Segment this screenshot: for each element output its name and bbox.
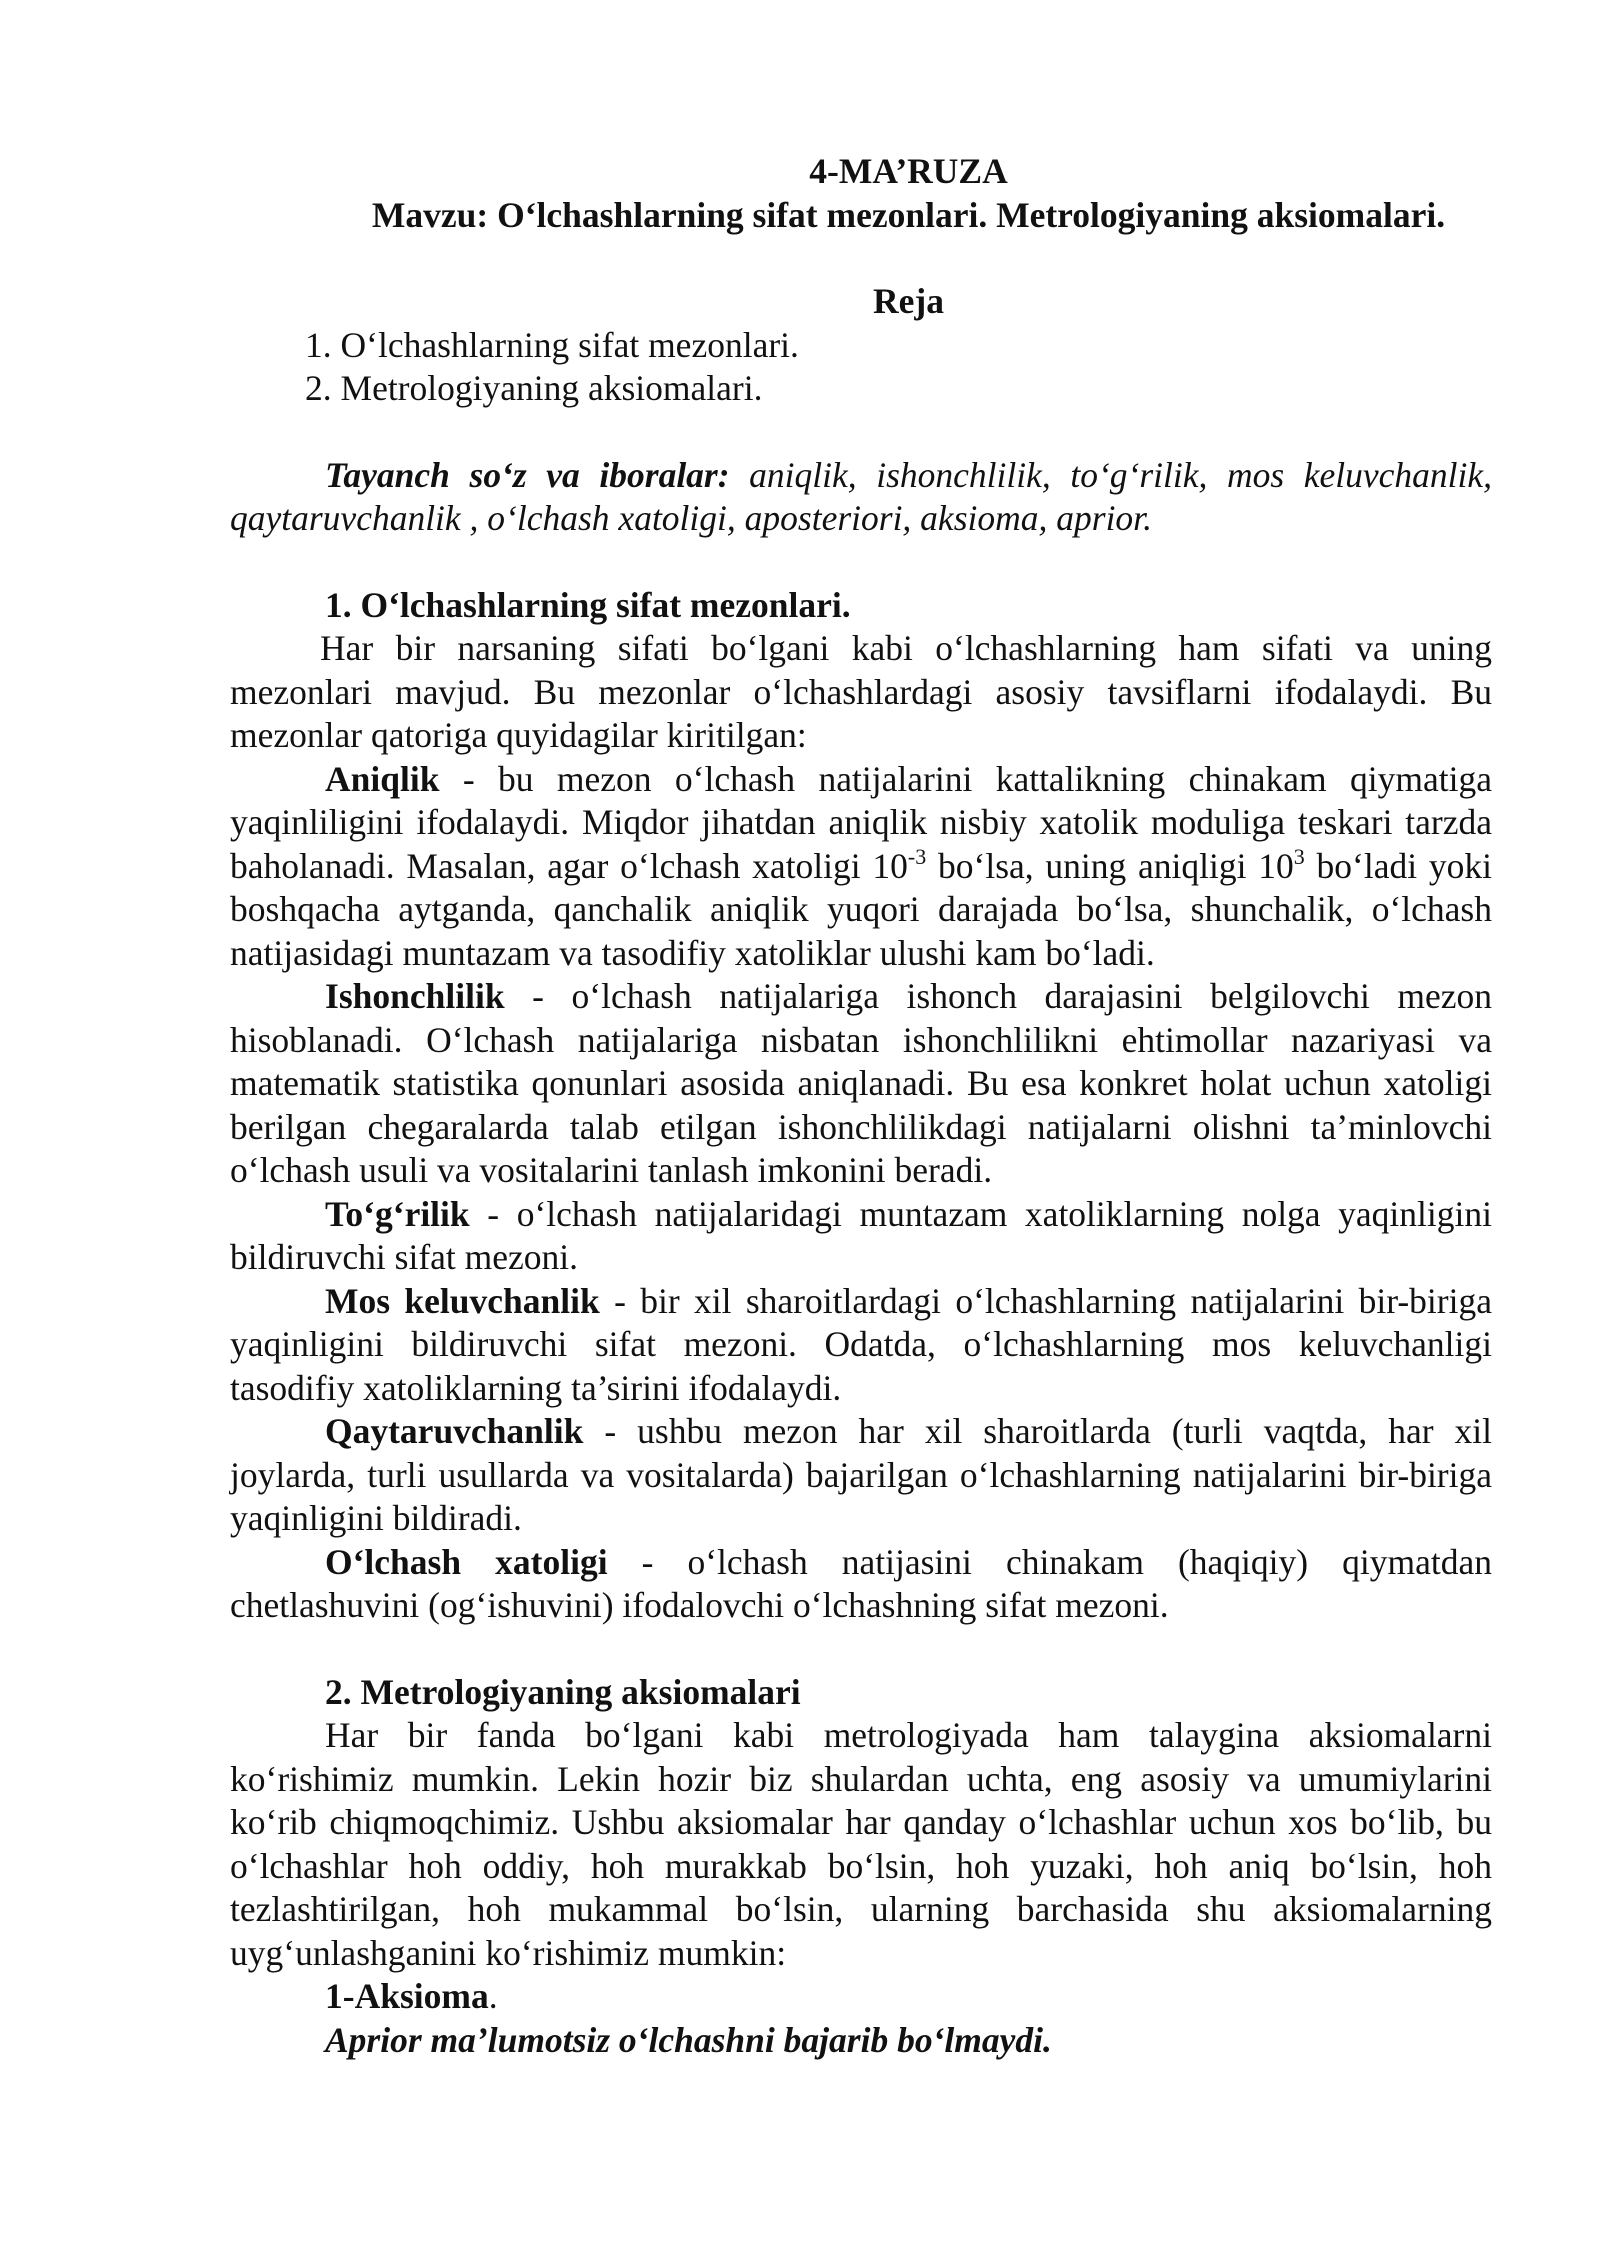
keywords-paragraph [230, 454, 1492, 541]
plan-heading: Reja [873, 281, 944, 321]
reliability-term: Ishonchlilik [325, 976, 505, 1016]
convergence-term: Mos keluvchanlik [325, 1280, 600, 1321]
reliability-text: - o‘lchash natijalariga ishonch darajasini belgilovchi mezon hisoblanadi. O‘lchash natijalariga nisbatan ishonchlilikni ehtimollar nazariyasi va matematik statistika qonunlari asosida aniqlanadi. Bu esa konkret holat uchun xatoligi berilgan chegaralarda talab etilgan ishonchlilikdagi natijalarni olishni ta’minlovchi o‘lchash usuli va vositalarini tanlash imkonini beradi. [230, 976, 1492, 1190]
accuracy-term: Aniqlik [325, 758, 440, 799]
section-1-heading: 1. O‘lchashlarning sifat mezonlari. [325, 584, 851, 625]
lecture-title: 4-MA’RUZA [809, 151, 1008, 191]
section-1-intro: Har bir narsaning sifati bo‘lgani kabi o‘lchashlarning ham sifati va uning mezonlari mavjud. Bu mezonlar o‘lchashlardagi asosiy tavsiflarni ifodalaydi. Bu mezonlar qatoriga quyidagilar kiritilgan: [230, 628, 1492, 755]
accuracy-exponent-a: -3 [907, 843, 927, 869]
document-body [230, 150, 1492, 2062]
axiom-1-period: . [488, 1976, 498, 2016]
correctness-paragraph [230, 1193, 1492, 1280]
plan-list [230, 324, 1492, 411]
plan-item-1: 1. O‘lchashlarning sifat mezonlari. [305, 324, 799, 365]
measurement-error-term: O‘lchash xatoligi [325, 1541, 608, 1582]
keywords-text: aniqlik, ishonchlilik, to‘g‘rilik, mos keluvchanlik, qaytaruvchanlik , o‘lchash xatoligi, aposteriori, aksioma, aprior. [230, 454, 1492, 538]
section-2-intro: Har bir fanda bo‘lgani kabi metrologiyada ham talaygina aksiomalarni ko‘rishimiz mumkin. Lekin hozir biz shulardan uchta, eng asosiy va umumiylarini ko‘rib chiqmoqchimiz. Ushbu aksiomalar har qanday o‘lchashlar uchun xos bo‘lib, bu o‘lchashlar hoh oddiy, hoh murakkab bo‘lsin, hoh yuzaki, hoh aniq bo‘lsin, hoh tezlashtirilgan, hoh mukammal bo‘lsin, ularning barchasida shu aksiomalarning uyg‘unlashganini ko‘rishimiz mumkin: [230, 1715, 1492, 1973]
axiom-1-text: Aprior ma’lumotsiz o‘lchashni bajarib bo‘lmaydi. [325, 2019, 1052, 2060]
plan-item-2: 2. Metrologiyaning aksiomalari. [305, 368, 763, 408]
measurement-error-paragraph [230, 1541, 1492, 1628]
accuracy-text-a: - bu mezon o‘lchash natijalarini kattalikning chinakam qiymatiga yaqinliligini ifodalaydi. Miqdor jihatdan aniqlik nisbiy xatolik moduliga teskari tarzda baholanadi. Masalan, agar o‘lchash xatoligi 10 [230, 758, 1492, 886]
reproducibility-text: - ushbu mezon har xil sharoitlarda (turli vaqtda, har xil joylarda, turli usullarda va vositalarda) bajarilgan o‘lchashlarning natijalarini bir-biriga yaqinligini bildiradi. [230, 1411, 1492, 1538]
measurement-error-text: - o‘lchash natijasini chinakam (haqiqiy) qiymatdan chetlashuvini (og‘ishuvini) ifodalovchi o‘lchashning sifat mezoni. [230, 1541, 1492, 1625]
reliability-paragraph [230, 975, 1492, 1193]
correctness-text: - o‘lchash natijalaridagi muntazam xatoliklarning nolga yaqinligini bildiruvchi sifat mezoni. [230, 1193, 1492, 1277]
convergence-text: - bir xil sharoitlardagi o‘lchashlarning natijalarini bir-biriga yaqinligini bildiruvchi sifat mezoni. Odatda, o‘lchashlarning mos keluvchanligi tasodifiy xatoliklarning ta’sirini ifodalaydi. [230, 1280, 1492, 1408]
section-2-heading: 2. Metrologiyaning aksiomalari [325, 1671, 801, 1712]
reproducibility-term: Qaytaruvchanlik [325, 1411, 584, 1451]
axiom-1-line [230, 1975, 1492, 2019]
accuracy-text-b: bo‘lsa, uning aniqligi 10 [926, 845, 1294, 886]
correctness-term: To‘g‘rilik [325, 1193, 470, 1234]
axiom-1-label: 1-Aksioma [325, 1976, 489, 2016]
lecture-subject: Mavzu: O‘lchashlarning sifat mezonlari. Metrologiyaning aksiomalari. [371, 194, 1446, 235]
accuracy-exponent-b: 3 [1293, 843, 1305, 869]
keywords-label: Tayanch so‘z va iboralar: [325, 454, 730, 495]
reproducibility-paragraph [230, 1410, 1492, 1541]
convergence-paragraph [230, 1280, 1492, 1411]
accuracy-text-c: bo‘ladi yoki boshqacha aytganda, qanchalik aniqlik yuqori darajada bo‘lsa, shunchalik, o‘lchash natijasidagi muntazam va tasodifiy xatoliklar ulushi kam bo‘ladi. [230, 845, 1492, 973]
accuracy-paragraph [230, 758, 1492, 976]
